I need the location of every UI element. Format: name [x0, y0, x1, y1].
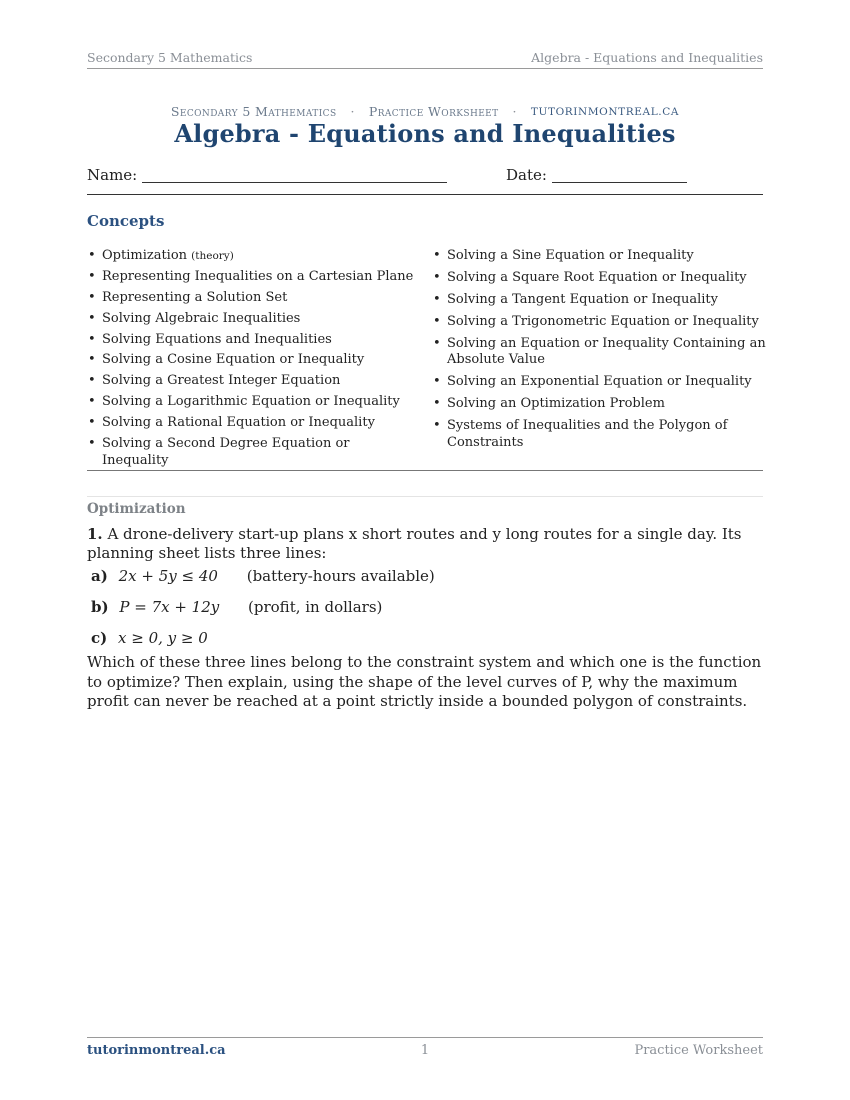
- concept-item: • Solving a Second Degree Equation or Inequality: [87, 436, 417, 470]
- eyebrow-site: TUTORINMONTREAL.CA: [530, 106, 680, 118]
- date-field[interactable]: [506, 166, 687, 184]
- concepts-list: [87, 248, 766, 471]
- part-label: c): [91, 629, 108, 648]
- part-label: a): [91, 567, 108, 586]
- concepts-right-column: [432, 248, 767, 457]
- section-divider: [87, 496, 763, 497]
- eyebrow-course: Secondary 5 Mathematics: [170, 104, 337, 119]
- question-intro: [87, 525, 763, 563]
- concept-item: • Solving Algebraic Inequalities: [87, 311, 417, 328]
- concept-item: • Solving a Rational Equation or Inequality: [87, 415, 417, 432]
- date-label: Date:: [506, 166, 547, 184]
- concept-item: • Solving an Exponential Equation or Inequality: [432, 374, 767, 391]
- header-course: Secondary 5 Mathematics: [87, 50, 253, 65]
- concept-item: • Representing Inequalities on a Cartesian Plane: [87, 269, 417, 286]
- eyebrow-separator: ·: [350, 104, 355, 119]
- concept-item: • Systems of Inequalities and the Polygon of Constraints: [432, 418, 767, 452]
- concept-item: • Solving a Logarithmic Equation or Inequality: [87, 394, 417, 411]
- concept-item: • Solving a Trigonometric Equation or Inequality: [432, 314, 767, 331]
- concept-item: • Representing a Solution Set: [87, 290, 417, 307]
- page-header: [87, 50, 763, 69]
- concept-item: • Solving an Equation or Inequality Containing an Absolute Value: [432, 336, 767, 370]
- concept-item: • Solving a Tangent Equation or Inequality: [432, 292, 767, 309]
- concept-note: (theory): [191, 250, 234, 262]
- eyebrow-separator: ·: [512, 104, 517, 119]
- part-expression: 2x + 5y ≤ 40: [118, 567, 218, 586]
- concept-item: • Solving a Greatest Integer Equation: [87, 373, 417, 390]
- concept-item: • Solving a Cosine Equation or Inequality: [87, 352, 417, 369]
- question-parts: [91, 567, 763, 653]
- footer-site: tutorinmontreal.ca: [87, 1043, 226, 1058]
- header-topic: Algebra - Equations and Inequalities: [531, 50, 763, 65]
- name-blank[interactable]: [142, 182, 447, 183]
- name-field[interactable]: [87, 166, 447, 184]
- eyebrow: [87, 104, 763, 119]
- section-label: Optimization: [87, 501, 186, 517]
- footer-kind: Practice Worksheet: [634, 1043, 763, 1058]
- concept-item: • Solving Equations and Inequalities: [87, 332, 417, 349]
- name-label: Name:: [87, 166, 138, 184]
- question-part: [91, 567, 763, 598]
- concept-item: • Solving a Sine Equation or Inequality: [432, 248, 767, 265]
- question-part: [91, 629, 763, 653]
- page-number: 1: [420, 1043, 430, 1058]
- concept-item: • Optimization (theory): [87, 248, 417, 265]
- name-date-row: [87, 166, 763, 195]
- part-note: (profit, in dollars): [248, 598, 383, 617]
- question-1: [87, 525, 763, 711]
- question-number: 1.: [87, 525, 103, 543]
- date-blank[interactable]: [552, 182, 687, 183]
- page-title: Algebra - Equations and Inequalities: [174, 119, 676, 148]
- question-part: [91, 598, 763, 629]
- part-note: (battery-hours available): [246, 567, 435, 586]
- concept-item: • Solving an Optimization Problem: [432, 396, 767, 413]
- concepts-left-column: [87, 248, 417, 474]
- page-footer: [87, 1037, 763, 1060]
- part-label: b): [91, 598, 109, 617]
- eyebrow-type: Practice Worksheet: [368, 104, 499, 119]
- part-expression: P = 7x + 12y: [119, 598, 220, 617]
- title-block: [87, 104, 763, 148]
- concept-item: • Solving a Square Root Equation or Inequality: [432, 270, 767, 287]
- concepts-heading: Concepts: [87, 212, 165, 230]
- question-closing: Which of these three lines belong to the constraint system and which one is the function to optimize? Then explain, using the shape of the level curves of P, why the maximum profit can never be reached at a point strictly inside a bounded polygon of constraints.: [87, 653, 762, 710]
- question-text: A drone-delivery start-up plans x short routes and y long routes for a single day. Its planning sheet lists three lines:: [87, 525, 742, 563]
- part-expression: x ≥ 0, y ≥ 0: [118, 629, 208, 648]
